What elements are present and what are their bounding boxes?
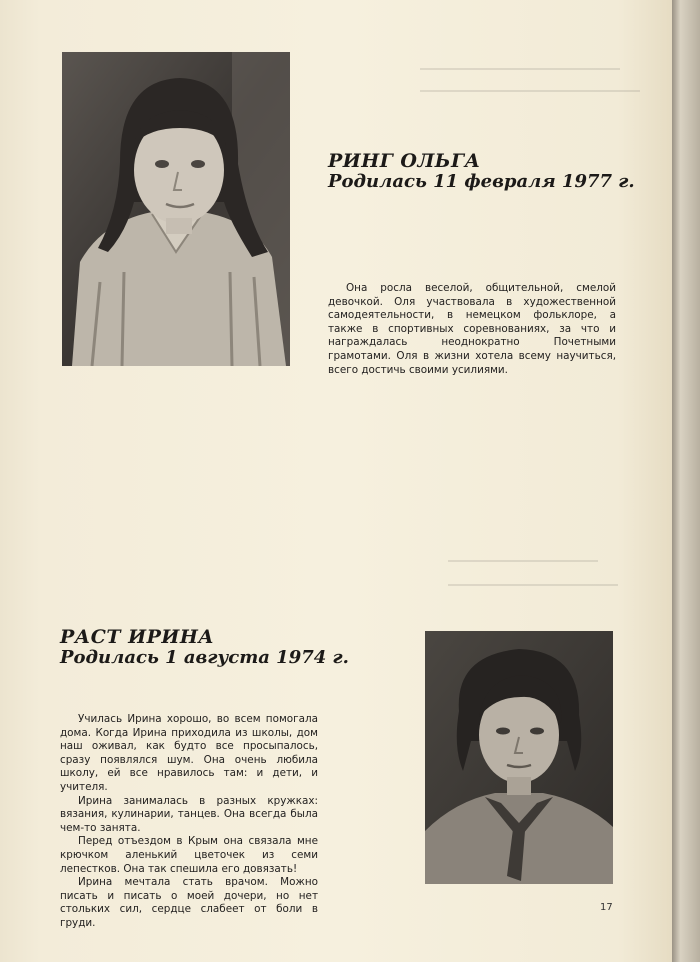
birth-date: Родилась 11 февраля 1977 г.	[328, 171, 635, 192]
portrait-photo-irina	[425, 631, 613, 884]
birth-date: Родилась 1 августа 1974 г.	[60, 647, 349, 668]
bio-paragraph: Она росла веселой, общительной, смелой девочкой. Оля участвовала в художественной самодеятельности, в немецком фольклоре, а также в спортивных соревнованиях, за что и награждалась неоднократно Почетными грамотами. Оля в жизни хотела всему научиться, всего достичь своими усилиями.	[328, 282, 616, 376]
person-name: РАСТ ИРИНА	[60, 626, 215, 648]
biography-text	[60, 713, 318, 931]
bleed-through-text	[448, 560, 618, 598]
bio-paragraph: Перед отъездом в Крым она связала мне крючком аленький цветочек из семи лепестков. Она так спешила его довязать!	[60, 835, 318, 875]
bleed-through-text	[420, 62, 640, 104]
bio-paragraph: Ирина мечтала стать врачом. Можно писать и писать о моей дочери, но нет стольких сил, сердце слабеет от боли в груди.	[60, 876, 318, 929]
biography-text	[328, 282, 616, 377]
page-edge	[672, 0, 700, 962]
page-number: 17	[600, 902, 613, 913]
bio-paragraph: Училась Ирина хорошо, во всем помогала дома. Когда Ирина приходила из школы, дом наш оживал, как будто все просыпалось, сразу появлялся шум. Она очень любила школу, ей все нравилось там: и дети, и учителя.	[60, 713, 318, 793]
bio-paragraph: Ирина занималась в разных кружках: вязания, кулинарии, танцев. Она всегда была чем-то занята.	[60, 794, 318, 834]
person-name: РИНГ ОЛЬГА	[328, 150, 481, 172]
portrait-photo-olga	[62, 52, 290, 366]
